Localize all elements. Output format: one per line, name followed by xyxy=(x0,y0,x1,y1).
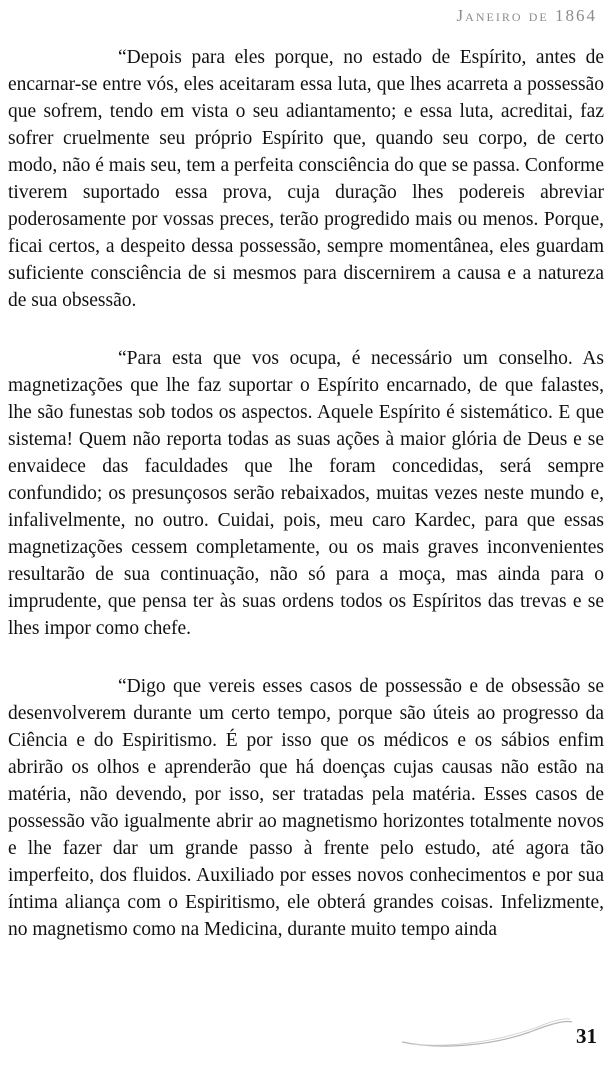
paragraph-3: “Digo que vereis esses casos de possessão e de obsessão se desenvolverem durante um certo tempo, porque são úteis ao progresso da Ciência e do Espiritismo. É por isso que os médicos e os sábios enfim abrirão os olhos e aprenderão que há doenças cujas causas não estão na matéria, não devendo, por isso, ser tratadas pela matéria. Esses casos de possessão vão igualmente abrir ao magnetismo horizontes totalmente novos e lhe fazer dar um grande passo à frente pelo estudo, até agora tão imperfeito, dos fluidos. Auxiliado por esses novos conhecimentos e por sua íntima aliança com o Espiritismo, ele obterá grandes coisas. Infelizmente, no magnetismo como na Medicina, durante muito tempo ainda xyxy=(8,676,604,940)
paragraph-2: “Para esta que vos ocupa, é necessário um conselho. As magnetizações que lhe faz suportar o Espírito encarnado, de que falastes, lhe são funestas sob todos os aspectos. Aquele Espírito é sistemático. E que sistema! Quem não reporta todas as suas ações à maior glória de Deus e se envaidece das faculdades que lhe foram concedidas, será sempre confundido; os presunçosos serão rebaixados, muitas vezes neste mundo e, infalivelmente, no outro. Cuidai, pois, meu caro Kardec, para que essas magnetizações cessem completamente, ou os mais graves inconvenientes resultarão de sua continuação, não só para a moça, mas ainda para o imprudente, que pensa ter às suas ordens todos os Espíritos das trevas e se lhes impor como chefe. xyxy=(8,348,604,639)
page-footer xyxy=(0,1010,607,1060)
paragraph-1: “Depois para eles porque, no estado de Espírito, antes de encarnar-se entre vós, eles aceitaram essa luta, que lhes acarreta a possessão que sofrem, tendo em vista o seu adiantamento; e essa luta, acreditai, faz sofrer cruelmente seu próprio Espírito que, quando seu corpo, de certo modo, não é mais seu, tem a perfeita consciência do que se passa. Conforme tiverem suportado essa prova, cuja duração lhes podereis abreviar poderosamente por vossas preces, terão progredido mais ou menos. Porque, ficai certos, a despeito dessa possessão, sempre momentânea, eles guardam suficiente consciência de si mesmos para discernirem a causa e a natureza de sua obsessão. xyxy=(8,47,604,311)
swash-ornament-icon xyxy=(400,1010,575,1050)
page-number: 31 xyxy=(576,1024,597,1048)
page-body xyxy=(8,44,604,974)
running-header: Janeiro de 1864 xyxy=(456,6,597,25)
